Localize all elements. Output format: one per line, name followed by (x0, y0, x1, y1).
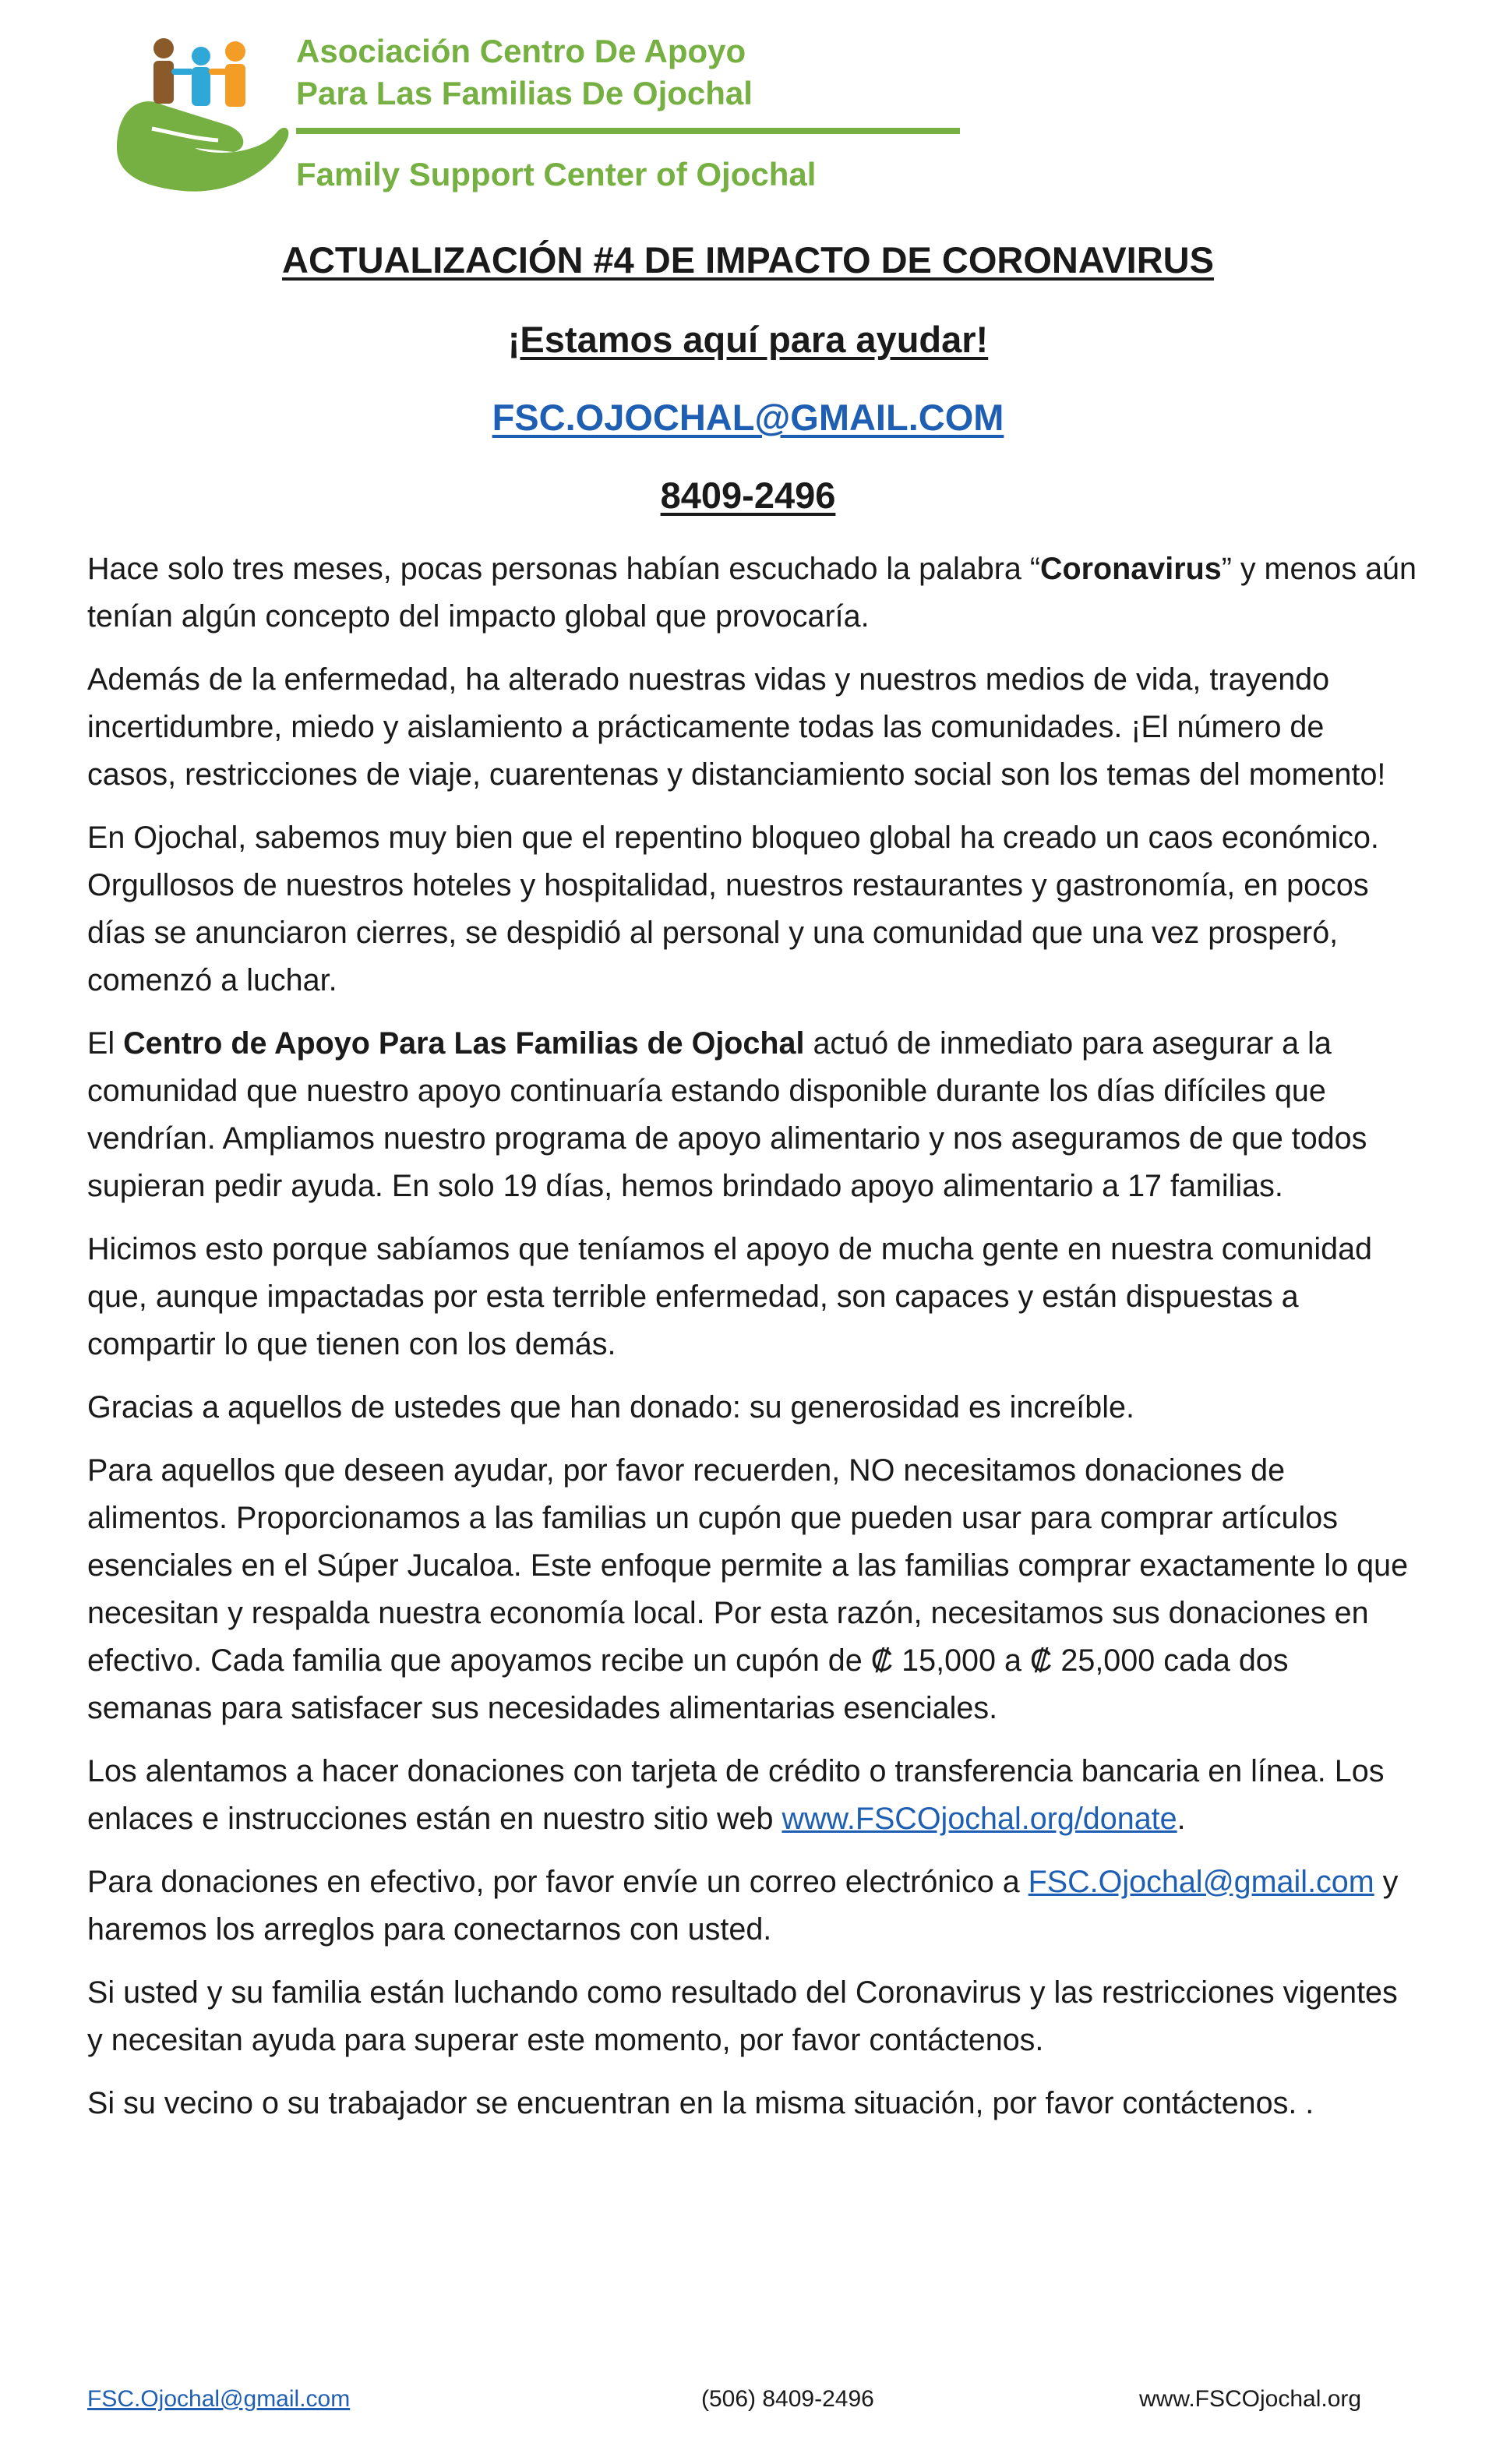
bold-coronavirus: Coronavirus (1040, 552, 1222, 586)
donate-link[interactable]: www.FSCOjochal.org/donate (782, 1802, 1177, 1836)
org-divider (296, 128, 960, 134)
paragraph-2: Además de la enfermedad, ha alterado nuestras vidas y nuestros medios de vida, trayendo incertidumbre, miedo y aislamiento a prácticamente todas las comunidades. ¡El número de casos, restricciones de viaje, cuarentenas y distanciamiento social son los temas del momento! (87, 662, 1386, 792)
paragraph-3: En Ojochal, sabemos muy bien que el repentino bloqueo global ha creado un caos económico. Orgullosos de nuestros hoteles y hospitalidad, nuestros restaurantes y gastronomía, en pocos días se anunciaron cierres, se despidió al personal y una comunidad que una vez prosperó, comenzó a luchar. (87, 821, 1379, 997)
heading-email-link[interactable]: FSC.OJOCHAL@GMAIL.COM (492, 397, 1004, 438)
bold-org-name: Centro de Apoyo Para Las Familias de Ojochal (123, 1026, 805, 1061)
footer-phone: (506) 8409-2496 (701, 2386, 874, 2412)
page-title: ACTUALIZACIÓN #4 DE IMPACTO DE CORONAVIRUS (282, 239, 1214, 281)
paragraph-6: Gracias a aquellos de ustedes que han donado: su generosidad es increíble. (87, 1390, 1134, 1424)
paragraph-11: Si su vecino o su trabajador se encuentran en la misma situación, por favor contáctenos. . (87, 2086, 1314, 2120)
footer-website[interactable]: www.FSCOjochal.org (1139, 2386, 1362, 2412)
paragraph-9: Para donaciones en efectivo, por favor envíe un correo electrónico a FSC.Ojochal@gmail.com y haremos los arreglos para conectarnos con usted. (87, 1865, 1399, 1947)
org-name-es-line1: Asociación Centro De Apoyo (296, 33, 746, 69)
footer-email-link[interactable]: FSC.Ojochal@gmail.com (87, 2386, 351, 2412)
email-link[interactable]: FSC.Ojochal@gmail.com (1028, 1865, 1374, 1899)
paragraph-10: Si usted y su familia están luchando como resultado del Coronavirus y las restricciones vigentes y necesitan ayuda para superar este momento, por favor contáctenos. (87, 1975, 1398, 2057)
body-text (87, 545, 1421, 2143)
header-logo-block (109, 31, 888, 210)
page-subtitle: ¡Estamos aquí para ayudar! (507, 319, 989, 360)
paragraph-8: Los alentamos a hacer donaciones con tarjeta de crédito o transferencia bancaria en línea. Los enlaces e instrucciones están en nuestro sitio web www.FSCOjochal.org/donate. (87, 1754, 1385, 1836)
family-hand-logo-icon (109, 31, 296, 203)
paragraph-4: El Centro de Apoyo Para Las Familias de Ojochal actuó de inmediato para asegurar a la comunidad que nuestro apoyo continuaría estando disponible durante los días difíciles que vendrían. Ampliamos nuestro programa de apoyo alimentario y nos aseguramos de que todos supieran pedir ayuda. En solo 19 días, hemos brindado apoyo alimentario a 17 familias. (87, 1026, 1367, 1203)
heading-phone: 8409-2496 (660, 475, 836, 516)
org-name-es-line2: Para Las Familias De Ojochal (296, 75, 753, 111)
org-name-en: Family Support Center of Ojochal (296, 156, 817, 192)
paragraph-1: Hace solo tres meses, pocas personas habían escuchado la palabra “Coronavirus” y menos aún tenían algún concepto del impacto global que provocaría. (87, 552, 1417, 634)
footer (0, 2386, 1496, 2433)
paragraph-5: Hicimos esto porque sabíamos que teníamos el apoyo de mucha gente en nuestra comunidad que, aunque impactadas por esta terrible enfermedad, son capaces y están dispuestas a compartir lo que tienen con los demás. (87, 1232, 1373, 1361)
paragraph-7: Para aquellos que deseen ayudar, por favor recuerden, NO necesitamos donaciones de alimentos. Proporcionamos a las familias un cupón que pueden usar para comprar artículos esenciales en el Súper Jucaloa. Este enfoque permite a las familias comprar exactamente lo que necesitan y respalda nuestra economía local. Por esta razón, necesitamos sus donaciones en efectivo. Cada familia que apoyamos recibe un cupón de ₡ 15,000 a ₡ 25,000 cada dos semanas para satisfacer sus necesidades alimentarias esenciales. (87, 1453, 1409, 1725)
